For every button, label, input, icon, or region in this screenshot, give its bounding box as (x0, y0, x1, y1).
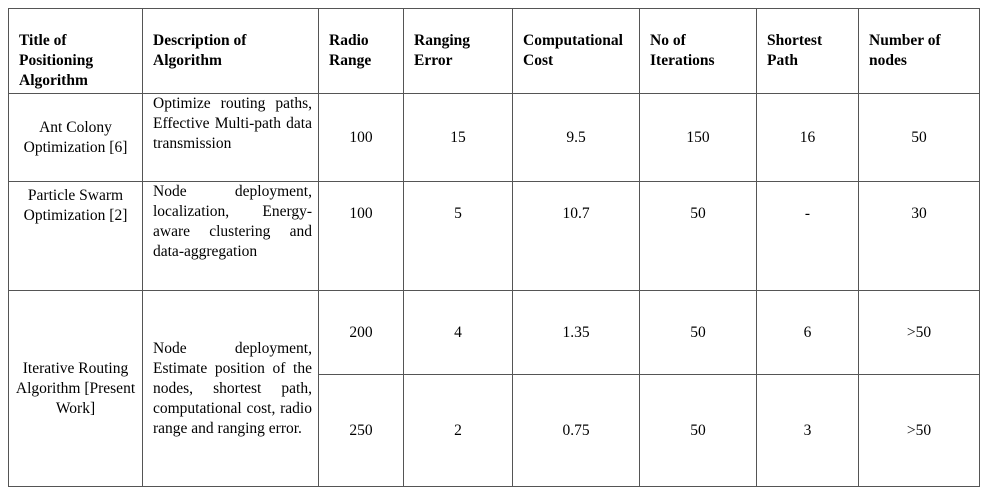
cell-shortest-path: 16 (757, 94, 859, 182)
cell-nodes: 30 (859, 182, 980, 291)
cell-nodes: >50 (859, 291, 980, 375)
cell-radio-range: 250 (319, 375, 404, 487)
cell-radio-range: 100 (319, 94, 404, 182)
cell-ranging-error: 2 (404, 375, 513, 487)
table-row (9, 291, 980, 375)
cell-radio-range: 100 (319, 182, 404, 291)
cell-nodes: 50 (859, 94, 980, 182)
cell-computational-cost: 0.75 (513, 375, 640, 487)
cell-ranging-error: 5 (404, 182, 513, 291)
cell-description: Node deployment, Estimate position of the nodes, shortest path, computational cost, radio range and ranging error. (143, 291, 319, 487)
comparison-table (8, 8, 980, 487)
cell-iterations: 50 (640, 291, 757, 375)
header-iterations: No of Iterations (640, 9, 757, 94)
cell-iterations: 50 (640, 182, 757, 291)
cell-computational-cost: 1.35 (513, 291, 640, 375)
cell-shortest-path: - (757, 182, 859, 291)
cell-nodes: >50 (859, 375, 980, 487)
header-title: Title of Positioning Algorithm (9, 9, 143, 94)
cell-computational-cost: 9.5 (513, 94, 640, 182)
table-header-row (9, 9, 980, 94)
cell-iterations: 150 (640, 94, 757, 182)
cell-shortest-path: 3 (757, 375, 859, 487)
cell-shortest-path: 6 (757, 291, 859, 375)
cell-title: Iterative Routing Algorithm [Present Work] (9, 291, 143, 487)
header-nodes: Number of nodes (859, 9, 980, 94)
table-row (9, 182, 980, 291)
cell-title: Particle Swarm Optimization [2] (9, 182, 143, 291)
cell-description: Optimize routing paths, Effective Multi-path data transmission (143, 94, 319, 182)
cell-title: Ant Colony Optimization [6] (9, 94, 143, 182)
header-description: Description of Algorithm (143, 9, 319, 94)
cell-computational-cost: 10.7 (513, 182, 640, 291)
cell-ranging-error: 15 (404, 94, 513, 182)
table-row (9, 94, 980, 182)
cell-description: Node deployment, localization, Energy-aware clustering and data-aggregation (143, 182, 319, 291)
header-computational-cost: Computational Cost (513, 9, 640, 94)
cell-ranging-error: 4 (404, 291, 513, 375)
header-ranging-error: Ranging Error (404, 9, 513, 94)
cell-iterations: 50 (640, 375, 757, 487)
header-shortest-path: Shortest Path (757, 9, 859, 94)
cell-radio-range: 200 (319, 291, 404, 375)
header-radio-range: Radio Range (319, 9, 404, 94)
